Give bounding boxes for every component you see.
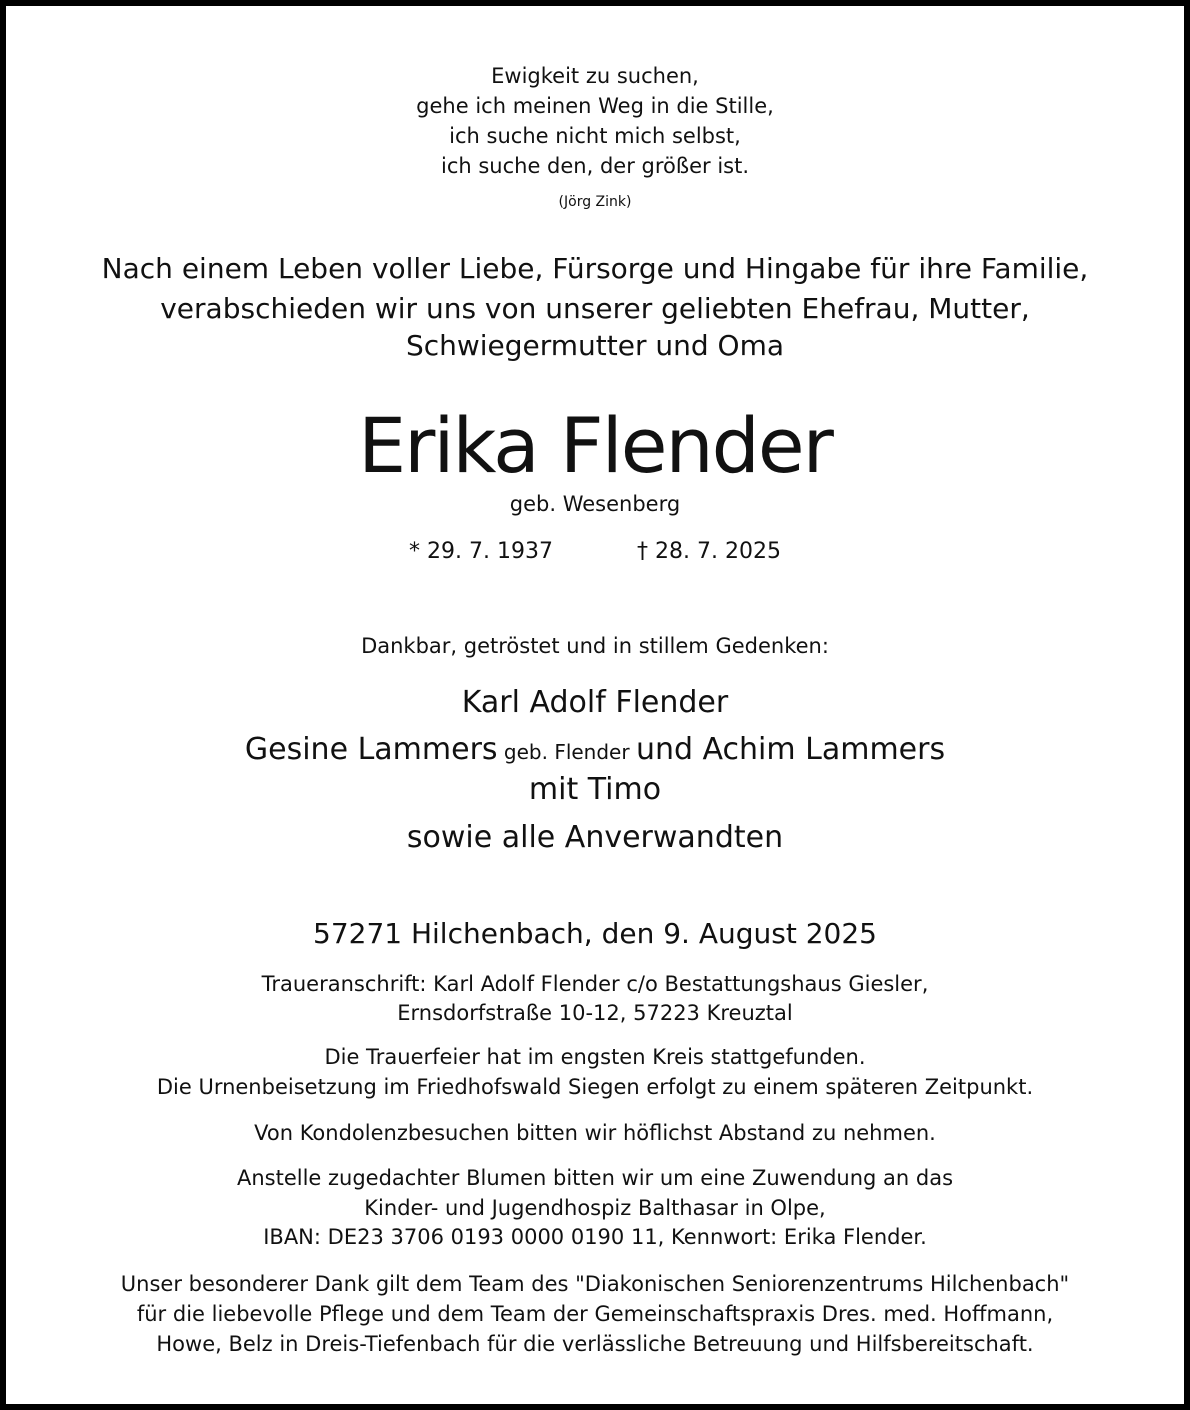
poem-line: Ewigkeit zu suchen,	[491, 64, 699, 88]
condolence-note: Von Kondolenzbesuchen bitten wir höflichst Abstand zu nehmen.	[254, 1121, 936, 1145]
deceased-name: Erika Flender	[358, 401, 832, 490]
donation-line: Kinder- und Jugendhospiz Balthasar in Olpe,	[364, 1196, 826, 1220]
address-line: Ernsdorfstraße 10-12, 57223 Kreuztal	[397, 1001, 793, 1025]
mourners-intro: Dankbar, getröstet und in stillem Gedenken:	[361, 634, 829, 658]
gratitude-line: für die liebevolle Pflege und dem Team der Gemeinschaftspraxis Dres. med. Hoffmann,	[136, 1302, 1054, 1326]
poem-line: gehe ich meinen Weg in die Stille,	[416, 94, 774, 118]
mourner-line: sowie alle Anverwandten	[406, 820, 784, 855]
gratitude-line: Howe, Belz in Dreis-Tiefenbach für die verlässliche Betreuung und Hilfsbereitschaft.	[156, 1332, 1034, 1356]
ceremony-line: Die Urnenbeisetzung im Friedhofswald Siegen erfolgt zu einem späteren Zeitpunkt.	[156, 1075, 1034, 1099]
donation-line: IBAN: DE23 3706 0193 0000 0190 11, Kennwort: Erika Flender.	[263, 1225, 927, 1249]
birth-name: geb. Wesenberg	[509, 492, 681, 516]
address-line: Traueranschrift: Karl Adolf Flender c/o Bestattungshaus Giesler,	[261, 972, 929, 996]
mourner-line: mit Timo	[528, 772, 662, 807]
poem-credit: (Jörg Zink)	[558, 194, 632, 210]
mourner-line: Karl Adolf Flender	[461, 685, 729, 720]
mourner-name: Gesine Lammers	[244, 732, 498, 767]
mourner-name: und Achim Lammers	[635, 732, 946, 767]
birth-date: * 29. 7. 1937	[409, 539, 553, 564]
intro-line: Schwiegermutter und Oma	[405, 329, 785, 362]
ceremony-line: Die Trauerfeier hat im engsten Kreis stattgefunden.	[324, 1045, 866, 1069]
gratitude-line: Unser besonderer Dank gilt dem Team des "Diakonischen Seniorenzentrums Hilchenbach"	[120, 1272, 1070, 1296]
mourner-line	[6, 732, 1184, 767]
poem-line: ich suche nicht mich selbst,	[449, 124, 741, 148]
intro-line: Nach einem Leben voller Liebe, Fürsorge und Hingabe für ihre Familie,	[101, 252, 1089, 285]
life-dates	[6, 539, 1184, 564]
donation-line: Anstelle zugedachter Blumen bitten wir um eine Zuwendung an das	[236, 1166, 954, 1190]
mourner-birth-name: geb. Flender	[497, 740, 636, 764]
poem-line: ich suche den, der größer ist.	[440, 154, 750, 178]
intro-line: verabschieden wir uns von unserer geliebten Ehefrau, Mutter,	[160, 292, 1030, 325]
place-date: 57271 Hilchenbach, den 9. August 2025	[313, 917, 877, 950]
death-date: † 28. 7. 2025	[637, 539, 781, 564]
